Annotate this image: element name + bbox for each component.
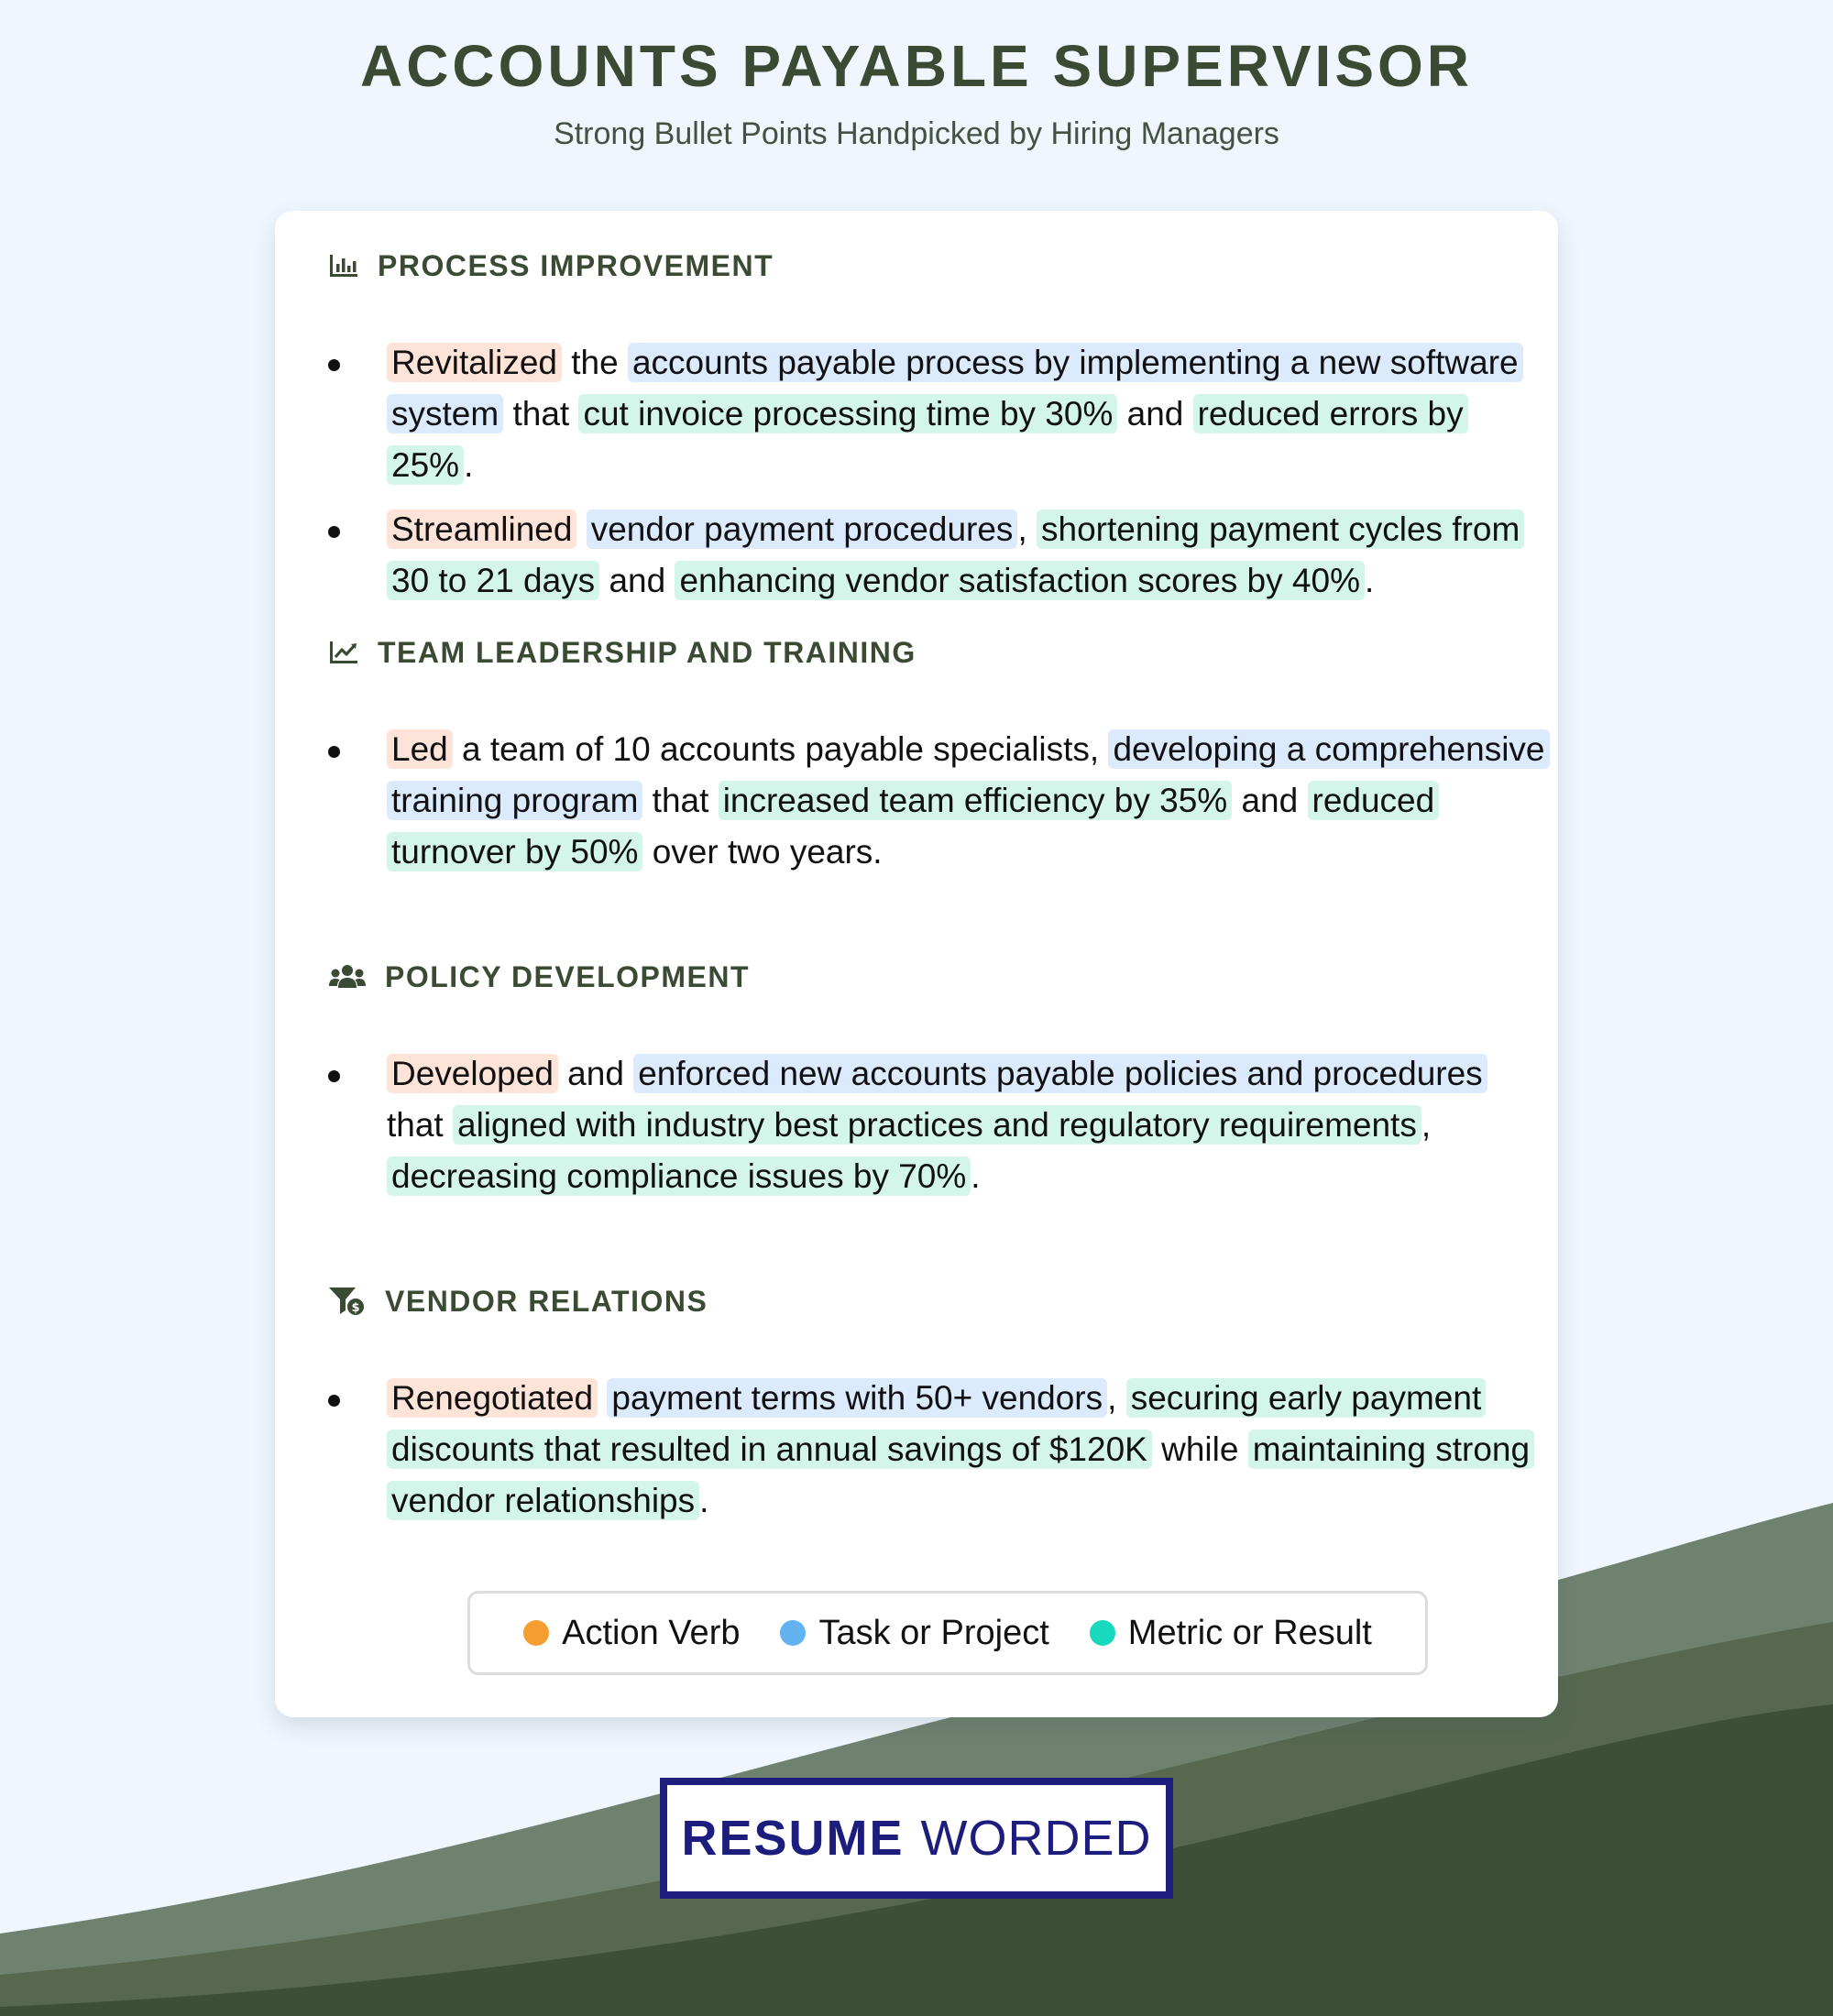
bullet-item bbox=[328, 504, 1545, 607]
bullet-text bbox=[598, 1379, 607, 1417]
legend-dot-teal bbox=[1090, 1620, 1115, 1646]
bullet-item bbox=[328, 337, 1545, 491]
legend-metric-or-result bbox=[1090, 1614, 1372, 1653]
bullet-text: . bbox=[971, 1157, 981, 1195]
bullet-text: that bbox=[503, 395, 579, 433]
bullet-text: . bbox=[1364, 562, 1375, 599]
users-icon bbox=[328, 961, 367, 992]
action-verb-highlight: Streamlined bbox=[387, 509, 576, 549]
task-highlight: developing a comprehensive training program bbox=[387, 729, 1550, 820]
metric-highlight: securing early payment discounts that resulted in annual savings of $120K bbox=[387, 1378, 1486, 1469]
legend-label: Action Verb bbox=[562, 1613, 741, 1652]
section-header bbox=[328, 959, 1520, 995]
task-highlight: accounts payable process by implementing a new software system bbox=[387, 343, 1523, 433]
section-title: POLICY DEVELOPMENT bbox=[385, 959, 751, 993]
metric-highlight: enhancing vendor satisfaction scores by 40% bbox=[675, 561, 1365, 600]
bullet-text: a team of 10 accounts payable specialists, bbox=[452, 730, 1109, 768]
bullet-list bbox=[328, 1048, 1520, 1202]
bullet-list bbox=[328, 724, 1545, 878]
funnel-dollar-icon bbox=[328, 1286, 367, 1317]
metric-highlight: maintaining strong vendor relationships bbox=[387, 1430, 1534, 1520]
bullet-text: . bbox=[699, 1482, 709, 1519]
bullet-text: the bbox=[561, 344, 628, 381]
bullet-list bbox=[328, 337, 1520, 607]
bullet-text: , bbox=[1017, 510, 1037, 548]
task-highlight: vendor payment procedures bbox=[587, 509, 1018, 549]
bullet-text: while bbox=[1151, 1430, 1248, 1468]
page-subtitle: Strong Bullet Points Handpicked by Hiring Managers bbox=[554, 116, 1279, 151]
action-verb-highlight: Developed bbox=[387, 1054, 558, 1093]
bullet-item bbox=[328, 1373, 1545, 1527]
metric-highlight: reduced turnover by 50% bbox=[387, 781, 1439, 871]
page-header bbox=[0, 27, 1833, 152]
bullet-card bbox=[275, 211, 1558, 1717]
logo-light-text: WORDED bbox=[920, 1811, 1152, 1866]
section-process-improvement bbox=[328, 247, 1520, 619]
section-policy-development bbox=[328, 959, 1520, 1215]
task-highlight: enforced new accounts payable policies and procedures bbox=[633, 1054, 1487, 1093]
legend-label: Task or Project bbox=[818, 1613, 1049, 1652]
bullet-text: , bbox=[1421, 1106, 1432, 1144]
section-title: VENDOR RELATIONS bbox=[385, 1284, 708, 1318]
bullet-text: and bbox=[1232, 782, 1308, 819]
metric-highlight: cut invoice processing time by 30% bbox=[578, 394, 1117, 433]
bullet-item bbox=[328, 724, 1545, 878]
bullet-item bbox=[328, 1048, 1545, 1202]
bullet-text bbox=[576, 510, 586, 548]
bar-chart-icon bbox=[328, 250, 359, 281]
section-team-leadership bbox=[328, 634, 1545, 891]
action-verb-highlight: Renegotiated bbox=[387, 1378, 598, 1418]
legend-dot-orange bbox=[523, 1620, 549, 1646]
highlight-legend bbox=[467, 1591, 1428, 1675]
task-highlight: payment terms with 50+ vendors bbox=[607, 1378, 1107, 1418]
page-title: ACCOUNTS PAYABLE SUPERVISOR bbox=[359, 33, 1474, 99]
svg-text:$: $ bbox=[351, 1301, 360, 1315]
section-header bbox=[328, 634, 1520, 671]
section-vendor-relations bbox=[328, 1283, 1531, 1539]
bullet-text: and bbox=[557, 1055, 634, 1092]
metric-highlight: aligned with industry best practices and regulatory requirements bbox=[453, 1105, 1421, 1145]
line-chart-icon bbox=[328, 637, 359, 668]
section-header bbox=[328, 247, 1520, 284]
action-verb-highlight: Led bbox=[387, 729, 453, 769]
logo-strong-text: RESUME bbox=[681, 1811, 905, 1866]
bullet-text: over two years. bbox=[642, 833, 883, 871]
section-title: TEAM LEADERSHIP AND TRAINING bbox=[378, 635, 916, 669]
metric-highlight: reduced errors by 25% bbox=[387, 394, 1468, 485]
metric-highlight: shortening payment cycles from 30 to 21 days bbox=[387, 509, 1524, 600]
bullet-text: and bbox=[599, 562, 675, 599]
legend-action-verb bbox=[523, 1614, 740, 1653]
legend-label: Metric or Result bbox=[1127, 1613, 1372, 1652]
metric-highlight: increased team efficiency by 35% bbox=[719, 781, 1233, 820]
bullet-text: and bbox=[1117, 395, 1193, 433]
metric-highlight: decreasing compliance issues by 70% bbox=[387, 1156, 971, 1196]
bullet-text: that bbox=[387, 1106, 453, 1144]
resume-worded-logo[interactable] bbox=[660, 1778, 1173, 1899]
section-title: PROCESS IMPROVEMENT bbox=[378, 248, 774, 282]
section-header bbox=[328, 1283, 1520, 1320]
bullet-text: , bbox=[1107, 1379, 1126, 1417]
legend-dot-blue bbox=[780, 1620, 806, 1646]
bullet-text: . bbox=[464, 446, 474, 484]
action-verb-highlight: Revitalized bbox=[387, 343, 562, 382]
bullet-list bbox=[328, 1373, 1531, 1527]
legend-task-or-project bbox=[780, 1614, 1048, 1653]
bullet-text: that bbox=[642, 782, 719, 819]
